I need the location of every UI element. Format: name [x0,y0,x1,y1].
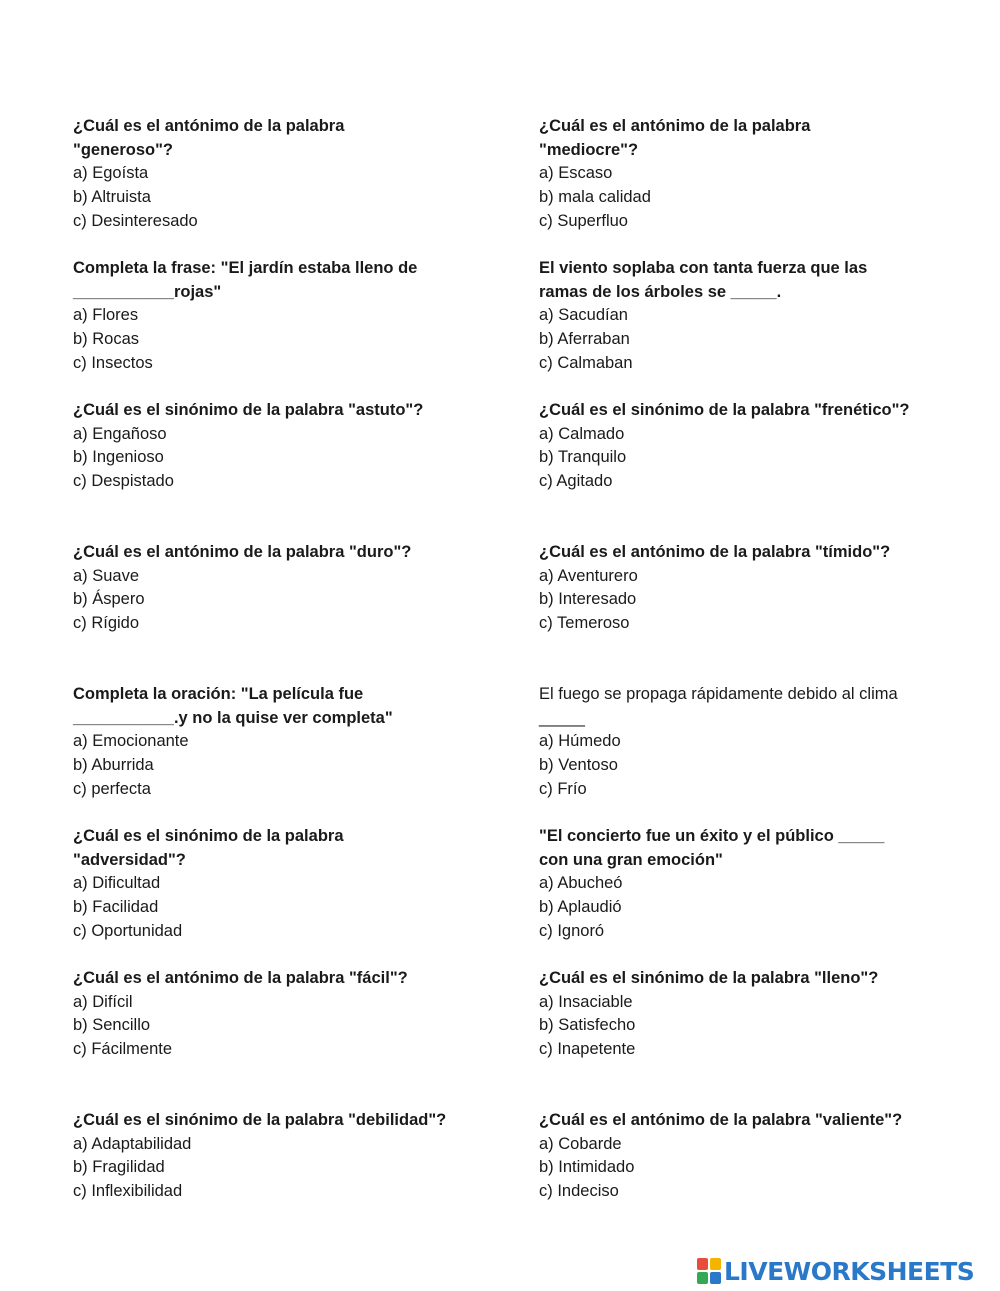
answer-option: b) Fragilidad [73,1158,165,1177]
answer-option: a) Egoísta [73,164,149,183]
question-text [539,967,959,991]
answer-option: a) Sacudían [539,306,628,325]
question-text [73,115,503,162]
answer-option: b) Satisfecho [539,1016,636,1035]
question-item [539,257,959,399]
answer-option: c) Fácilmente [73,1040,173,1059]
question-text [539,541,959,565]
question-item [539,967,959,1109]
question-text-line: El viento soplaba con tanta fuerza que las [539,259,868,277]
answer-option: a) Aventurero [539,566,638,585]
question-text-line: ¿Cuál es el antónimo de la palabra [73,117,345,135]
question-text [73,1109,503,1133]
answer-option: b) Aplaudió [539,898,622,917]
logo-tile-icon [697,1272,708,1284]
question-text-line: "El concierto fue un éxito y el público _____ [539,827,885,845]
question-text-line: "mediocre"? [539,140,639,159]
answer-option: b) Intimidado [539,1158,635,1177]
question-item [73,1109,503,1251]
liveworksheets-logo [697,1256,974,1286]
question-text-line: ¿Cuál es el antónimo de la palabra "duro"? [73,543,412,561]
question-item [73,541,503,683]
question-item [73,257,503,399]
question-text [73,825,503,872]
answer-option: c) Oportunidad [73,921,183,940]
answer-option: a) Difícil [73,992,133,1011]
answer-option: c) Superfluo [539,211,628,230]
question-item [73,399,503,541]
question-item [73,825,503,967]
answer-option: c) Indeciso [539,1182,619,1201]
answer-option: c) Desinteresado [73,211,198,230]
answer-option: b) Altruista [73,188,151,207]
question-text-line: ¿Cuál es el antónimo de la palabra [539,117,811,135]
question-item [73,967,503,1109]
answer-option: a) Dificultad [73,874,161,893]
question-text [73,683,503,730]
question-text-line: con una gran emoción" [539,850,723,869]
answer-option: c) Ignoró [539,921,605,940]
question-text-line: ___________rojas" [73,282,222,301]
answer-option: c) Temeroso [539,614,630,633]
answer-option: b) Aburrida [73,756,154,775]
question-text-line: Completa la frase: "El jardín estaba lleno de [73,259,418,277]
liveworksheets-logo-icon [697,1258,721,1284]
question-text [73,967,503,991]
answer-option: a) Emocionante [73,732,189,751]
question-text-line: _____ [539,708,585,727]
answer-option: c) Despistado [73,472,174,491]
answer-option: c) Inflexibilidad [73,1182,183,1201]
question-item [73,115,503,257]
question-item [539,399,959,541]
answer-option: c) Frío [539,779,587,798]
answer-option: a) Flores [73,306,139,325]
question-item [539,825,959,967]
question-text-line: "adversidad"? [73,850,186,869]
question-text-line: ¿Cuál es el sinónimo de la palabra [73,827,344,845]
question-text [539,683,959,730]
question-text-line: ramas de los árboles se _____. [539,282,782,301]
question-item [539,1109,959,1251]
answer-option: b) Tranquilo [539,448,627,467]
question-text [539,257,959,304]
answer-option: a) Abucheó [539,874,623,893]
left-question-column [73,115,503,1251]
question-text-line: "generoso"? [73,140,173,159]
question-item [539,683,959,825]
question-text [539,399,959,423]
answer-option: a) Adaptabilidad [73,1134,192,1153]
question-text-line: Completa la oración: "La película fue [73,685,364,703]
question-text-line: ¿Cuál es el sinónimo de la palabra "frenético"? [539,401,910,419]
question-text-line: ¿Cuál es el antónimo de la palabra "fácil"? [73,969,408,987]
answer-option: a) Cobarde [539,1134,622,1153]
answer-option: a) Húmedo [539,732,621,751]
answer-option: c) Rígido [73,614,140,633]
question-text [539,825,959,872]
answer-option: a) Suave [73,566,140,585]
question-text-line: ¿Cuál es el antónimo de la palabra "tímido"? [539,543,891,561]
logo-tile-icon [710,1272,721,1284]
answer-option: a) Engañoso [73,424,167,443]
question-text-line: El fuego se propaga rápidamente debido al clima [539,685,898,703]
answer-option: b) Ingenioso [73,448,164,467]
answer-option: c) Inapetente [539,1040,636,1059]
answer-option: b) Sencillo [73,1016,151,1035]
question-item [539,115,959,257]
answer-option: b) Facilidad [73,898,159,917]
question-text [73,257,503,304]
question-text [539,1109,959,1133]
question-text-line: ¿Cuál es el sinónimo de la palabra "lleno"? [539,969,879,987]
answer-option: b) Ventoso [539,756,618,775]
logo-tile-icon [697,1258,708,1270]
question-text-line: ¿Cuál es el antónimo de la palabra "valiente"? [539,1111,903,1129]
right-question-column [539,115,959,1251]
question-text-line: ¿Cuál es el sinónimo de la palabra "astuto"? [73,401,424,419]
answer-option: c) Agitado [539,472,613,491]
answer-option: c) Calmaban [539,353,633,372]
answer-option: a) Insaciable [539,992,633,1011]
question-text-line: ¿Cuál es el sinónimo de la palabra "debilidad"? [73,1111,447,1129]
answer-option: b) mala calidad [539,188,651,207]
answer-option: a) Calmado [539,424,625,443]
answer-option: c) perfecta [73,779,151,798]
answer-option: a) Escaso [539,164,613,183]
answer-option: b) Aferraban [539,330,630,349]
question-item [539,541,959,683]
logo-tile-icon [710,1258,721,1270]
question-text [73,399,503,423]
question-text [539,115,959,162]
question-text [73,541,503,565]
question-item [73,683,503,825]
answer-option: b) Áspero [73,590,145,609]
answer-option: b) Rocas [73,330,140,349]
answer-option: b) Interesado [539,590,637,609]
liveworksheets-logo-text: LIVEWORKSHEETS [724,1256,975,1286]
answer-option: c) Insectos [73,353,153,372]
question-text-line: ___________.y no la quise ver completa" [73,708,393,727]
